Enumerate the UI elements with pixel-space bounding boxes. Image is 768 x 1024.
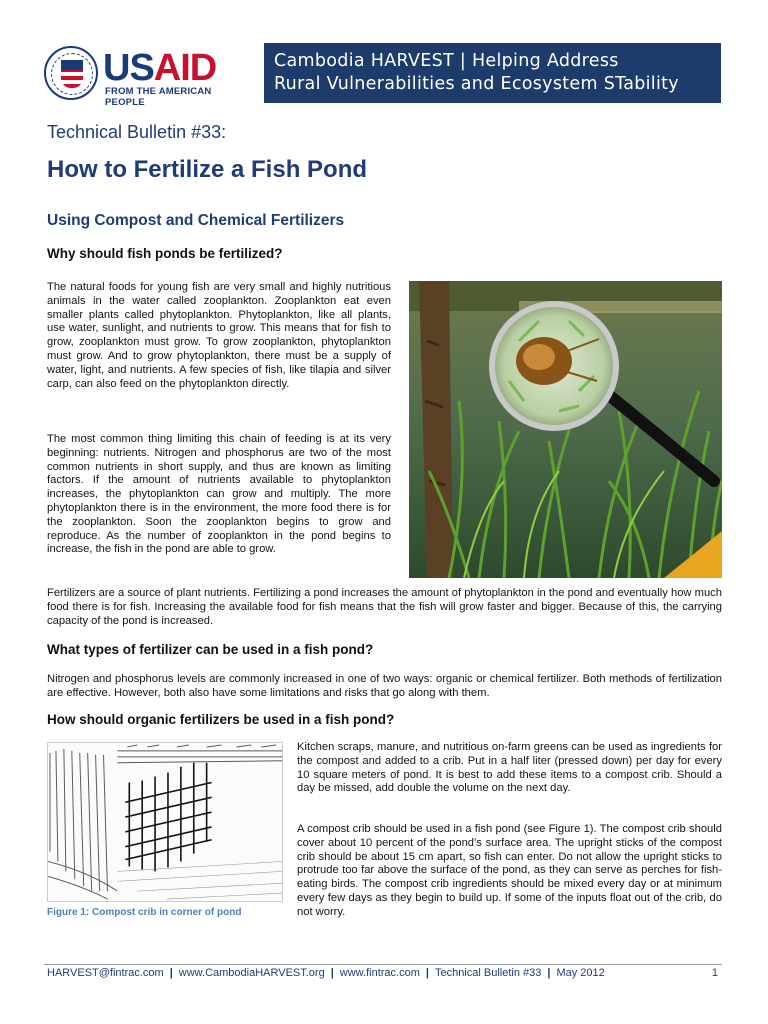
section-heading-why-fertilize: Why should fish ponds be fertilized? — [47, 246, 283, 261]
usaid-logo — [44, 46, 234, 108]
pond-magnifier-photo — [409, 281, 722, 578]
page-number: 1 — [711, 967, 718, 979]
usaid-seal-icon — [44, 46, 98, 100]
bulletin-number: Technical Bulletin #33: — [47, 122, 227, 142]
banner-line-1: Cambodia HARVEST | Helping Address — [274, 51, 619, 71]
paragraph-organic-chemical: Nitrogen and phosphorus levels are commonly increased in one of two ways: organic or chemical fertilizer. Both methods of fertilization are effective. However, both also have some limitations and risks that go along with them. — [47, 673, 722, 699]
footer-separator: | — [425, 967, 429, 979]
program-banner — [264, 43, 721, 103]
page-title: How to Fertilize a Fish Pond — [47, 156, 368, 183]
usaid-wordmark: USAID — [103, 47, 217, 89]
footer-bulletin: Technical Bulletin #33 — [434, 967, 542, 979]
footer-separator: | — [547, 967, 551, 979]
figure-caption: Figure 1: Compost crib in corner of pond — [47, 907, 242, 918]
footer-separator: | — [330, 967, 334, 979]
footer-email[interactable]: HARVEST@fintrac.com — [47, 967, 164, 979]
usaid-tagline: FROM THE AMERICAN PEOPLE — [105, 86, 212, 108]
page-subtitle: Using Compost and Chemical Fertilizers — [47, 212, 345, 229]
paragraph-compost-crib: A compost crib should be used in a fish pond (see Figure 1). The compost crib should cover about 10 percent of the pond’s surface area. The upright sticks of the compost crib should be about 15 cm apart, so fish can enter. Do not allow the upright sticks to protrude too far above the surface of the pond, as they can serve as perches for fish-eating birds. The compost crib ingredients should be mixed every day or at minimum every few days as they begin to build up. If some of the inputs float out of the crib, do not worry. — [297, 823, 722, 918]
footer-website[interactable]: www.CambodiaHARVEST.org — [178, 967, 325, 979]
section-heading-fertilizer-types: What types of fertilizer can be used in a fish pond? — [47, 642, 374, 657]
footer-rule — [44, 964, 722, 965]
paragraph-compost-ingredients: Kitchen scraps, manure, and nutritious on-farm greens can be used as ingredients for the compost and added to a crib. Put in a half liter (pressed down) per day for every 10 square meters of pond. It is best to add these items to a compost crib. Should a day be missed, add double the volume on the next day. — [297, 741, 722, 795]
paragraph-fertilizers: Fertilizers are a source of plant nutrients. Fertilizing a pond increases the amount of phytoplankton in the pond and eventually how much food there is for fish. Increasing the available food for fish means that the fish will grow faster and bigger. Because of this, the carrying capacity of the pond is increased. — [47, 587, 722, 627]
banner-line-2: Rural Vulnerabilities and Ecosystem STability — [274, 74, 679, 94]
page-footer — [47, 967, 722, 979]
section-heading-organic-use: How should organic fertilizers be used in a fish pond? — [47, 712, 395, 727]
compost-crib-figure — [47, 742, 283, 902]
paragraph-limiting-nutrients: The most common thing limiting this chain of feeding is at its very beginning: nutrients. Nitrogen and phosphorus are two of the most common nutrients in short supply, and thus are known as limiting factors. If the amount of nutrients available to phytoplankton increases, the phytoplankton can grow and multiply. The more phytoplankton there is in the environment, the more food there is for the zooplankton. Soon the zooplankton begins to grow and reproduce. As the number of zooplankton in the pond begins to increase, the fish in the pond are able to grow. — [47, 433, 391, 556]
footer-fintrac-site[interactable]: www.fintrac.com — [339, 967, 420, 979]
footer-separator: | — [169, 967, 173, 979]
footer-date: May 2012 — [556, 967, 605, 979]
paragraph-zooplankton: The natural foods for young fish are very small and highly nutritious animals in the water called zooplankton. Zooplankton eat even smaller plants called phytoplankton. Phytoplankton, like all plants, use water, sunlight, and nutrients to grow. This means that for fish to grow, zooplankton must grow. To grow zooplankton, phytoplankton must grow. And to grow phytoplankton, there must be a supply of water, light, and nutrients. A few species of fish, like tilapia and silver carp, can also feed on the phytoplankton directly. — [47, 281, 391, 390]
